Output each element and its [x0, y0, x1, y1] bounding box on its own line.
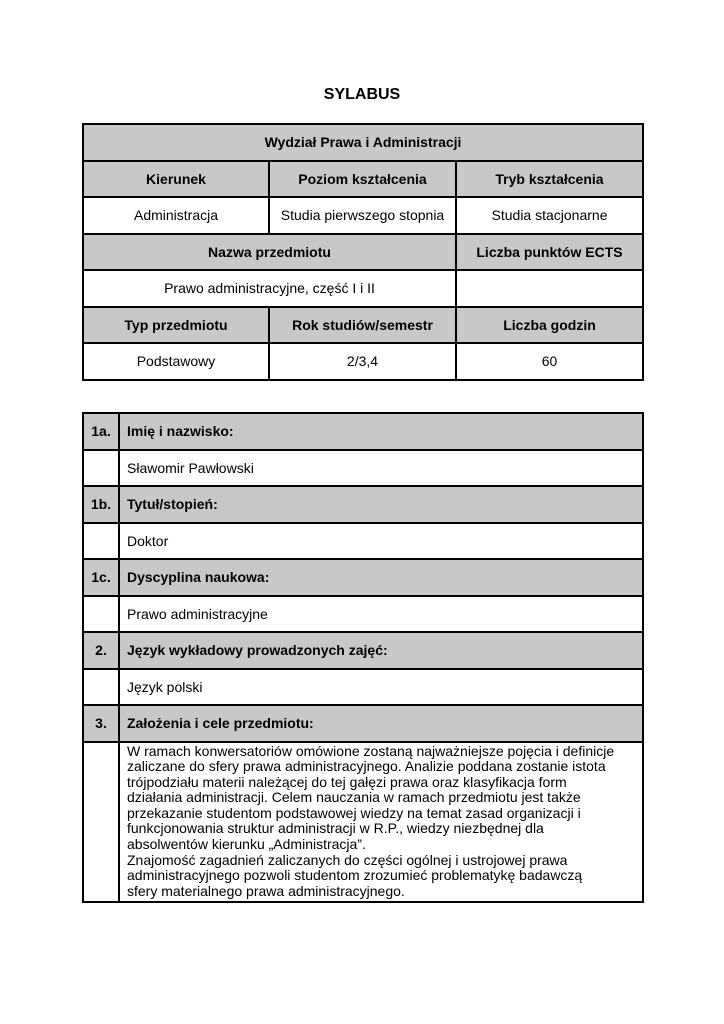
section-number: 1c. — [83, 559, 119, 596]
instructor-name-label: Imię i nazwisko: — [119, 413, 643, 450]
blank-cell — [83, 596, 119, 633]
faculty-header: Wydział Prawa i Administracji — [83, 124, 643, 161]
subject-name-value: Prawo administracyjne, część I i II — [83, 270, 456, 307]
syllabus-summary-table — [82, 123, 644, 381]
hours-header: Liczba godzin — [456, 307, 643, 344]
field-of-study-value: Administracja — [83, 197, 269, 234]
section-number: 3. — [83, 705, 119, 742]
subject-name-header: Nazwa przedmiotu — [83, 234, 456, 271]
language-label: Język wykładowy prowadzonych zajęć: — [119, 632, 643, 669]
year-semester-header: Rok studiów/semestr — [269, 307, 456, 344]
academic-title-label: Tytuł/stopień: — [119, 486, 643, 523]
ects-header: Liczba punktów ECTS — [456, 234, 643, 271]
blank-cell — [83, 669, 119, 706]
language-value: Język polski — [119, 669, 643, 706]
section-number: 1b. — [83, 486, 119, 523]
subject-type-value: Podstawowy — [83, 343, 269, 380]
study-mode-value: Studia stacjonarne — [456, 197, 643, 234]
discipline-label: Dyscyplina naukowa: — [119, 559, 643, 596]
education-level-header: Poziom kształcenia — [269, 161, 456, 198]
field-of-study-header: Kierunek — [83, 161, 269, 198]
study-mode-header: Tryb kształcenia — [456, 161, 643, 198]
blank-cell — [83, 523, 119, 560]
instructor-name-value: Sławomir Pawłowski — [119, 450, 643, 487]
subject-type-header: Typ przedmiotu — [83, 307, 269, 344]
blank-cell — [83, 742, 119, 903]
section-number: 1a. — [83, 413, 119, 450]
document-title: SYLABUS — [323, 86, 401, 103]
section-number: 2. — [83, 632, 119, 669]
ects-value — [456, 270, 643, 307]
course-objectives-label: Założenia i cele przedmiotu: — [119, 705, 643, 742]
blank-cell — [83, 450, 119, 487]
hours-value: 60 — [456, 343, 643, 380]
academic-title-value: Doktor — [119, 523, 643, 560]
year-semester-value: 2/3,4 — [269, 343, 456, 380]
education-level-value: Studia pierwszego stopnia — [269, 197, 456, 234]
discipline-value: Prawo administracyjne — [119, 596, 643, 633]
course-details-table — [82, 412, 644, 903]
course-objectives-text: W ramach konwersatoriów omówione zostaną najważniejsze pojęcia i definicje zaliczane do sfery prawa administracyjnego. Analizie poddana zostanie istota trójpodziału materii należącej do tej gałęzi prawa oraz klasyfikacja form działania administracji. Celem nauczania w ramach przedmiotu jest także przekazanie studentom podstawowej wiedzy na temat zasad organizacji i funkcjonowania struktur administracji w R.P., wiedzy niezbędnej dla absolwentów kierunku „Administracja”. Znajomość zagadnień zaliczanych do części ogólnej i ustrojowej prawa administracyjnego pozwoli studentom zrozumieć problematykę badawczą sfery materialnego prawa administracyjnego. — [119, 742, 643, 903]
